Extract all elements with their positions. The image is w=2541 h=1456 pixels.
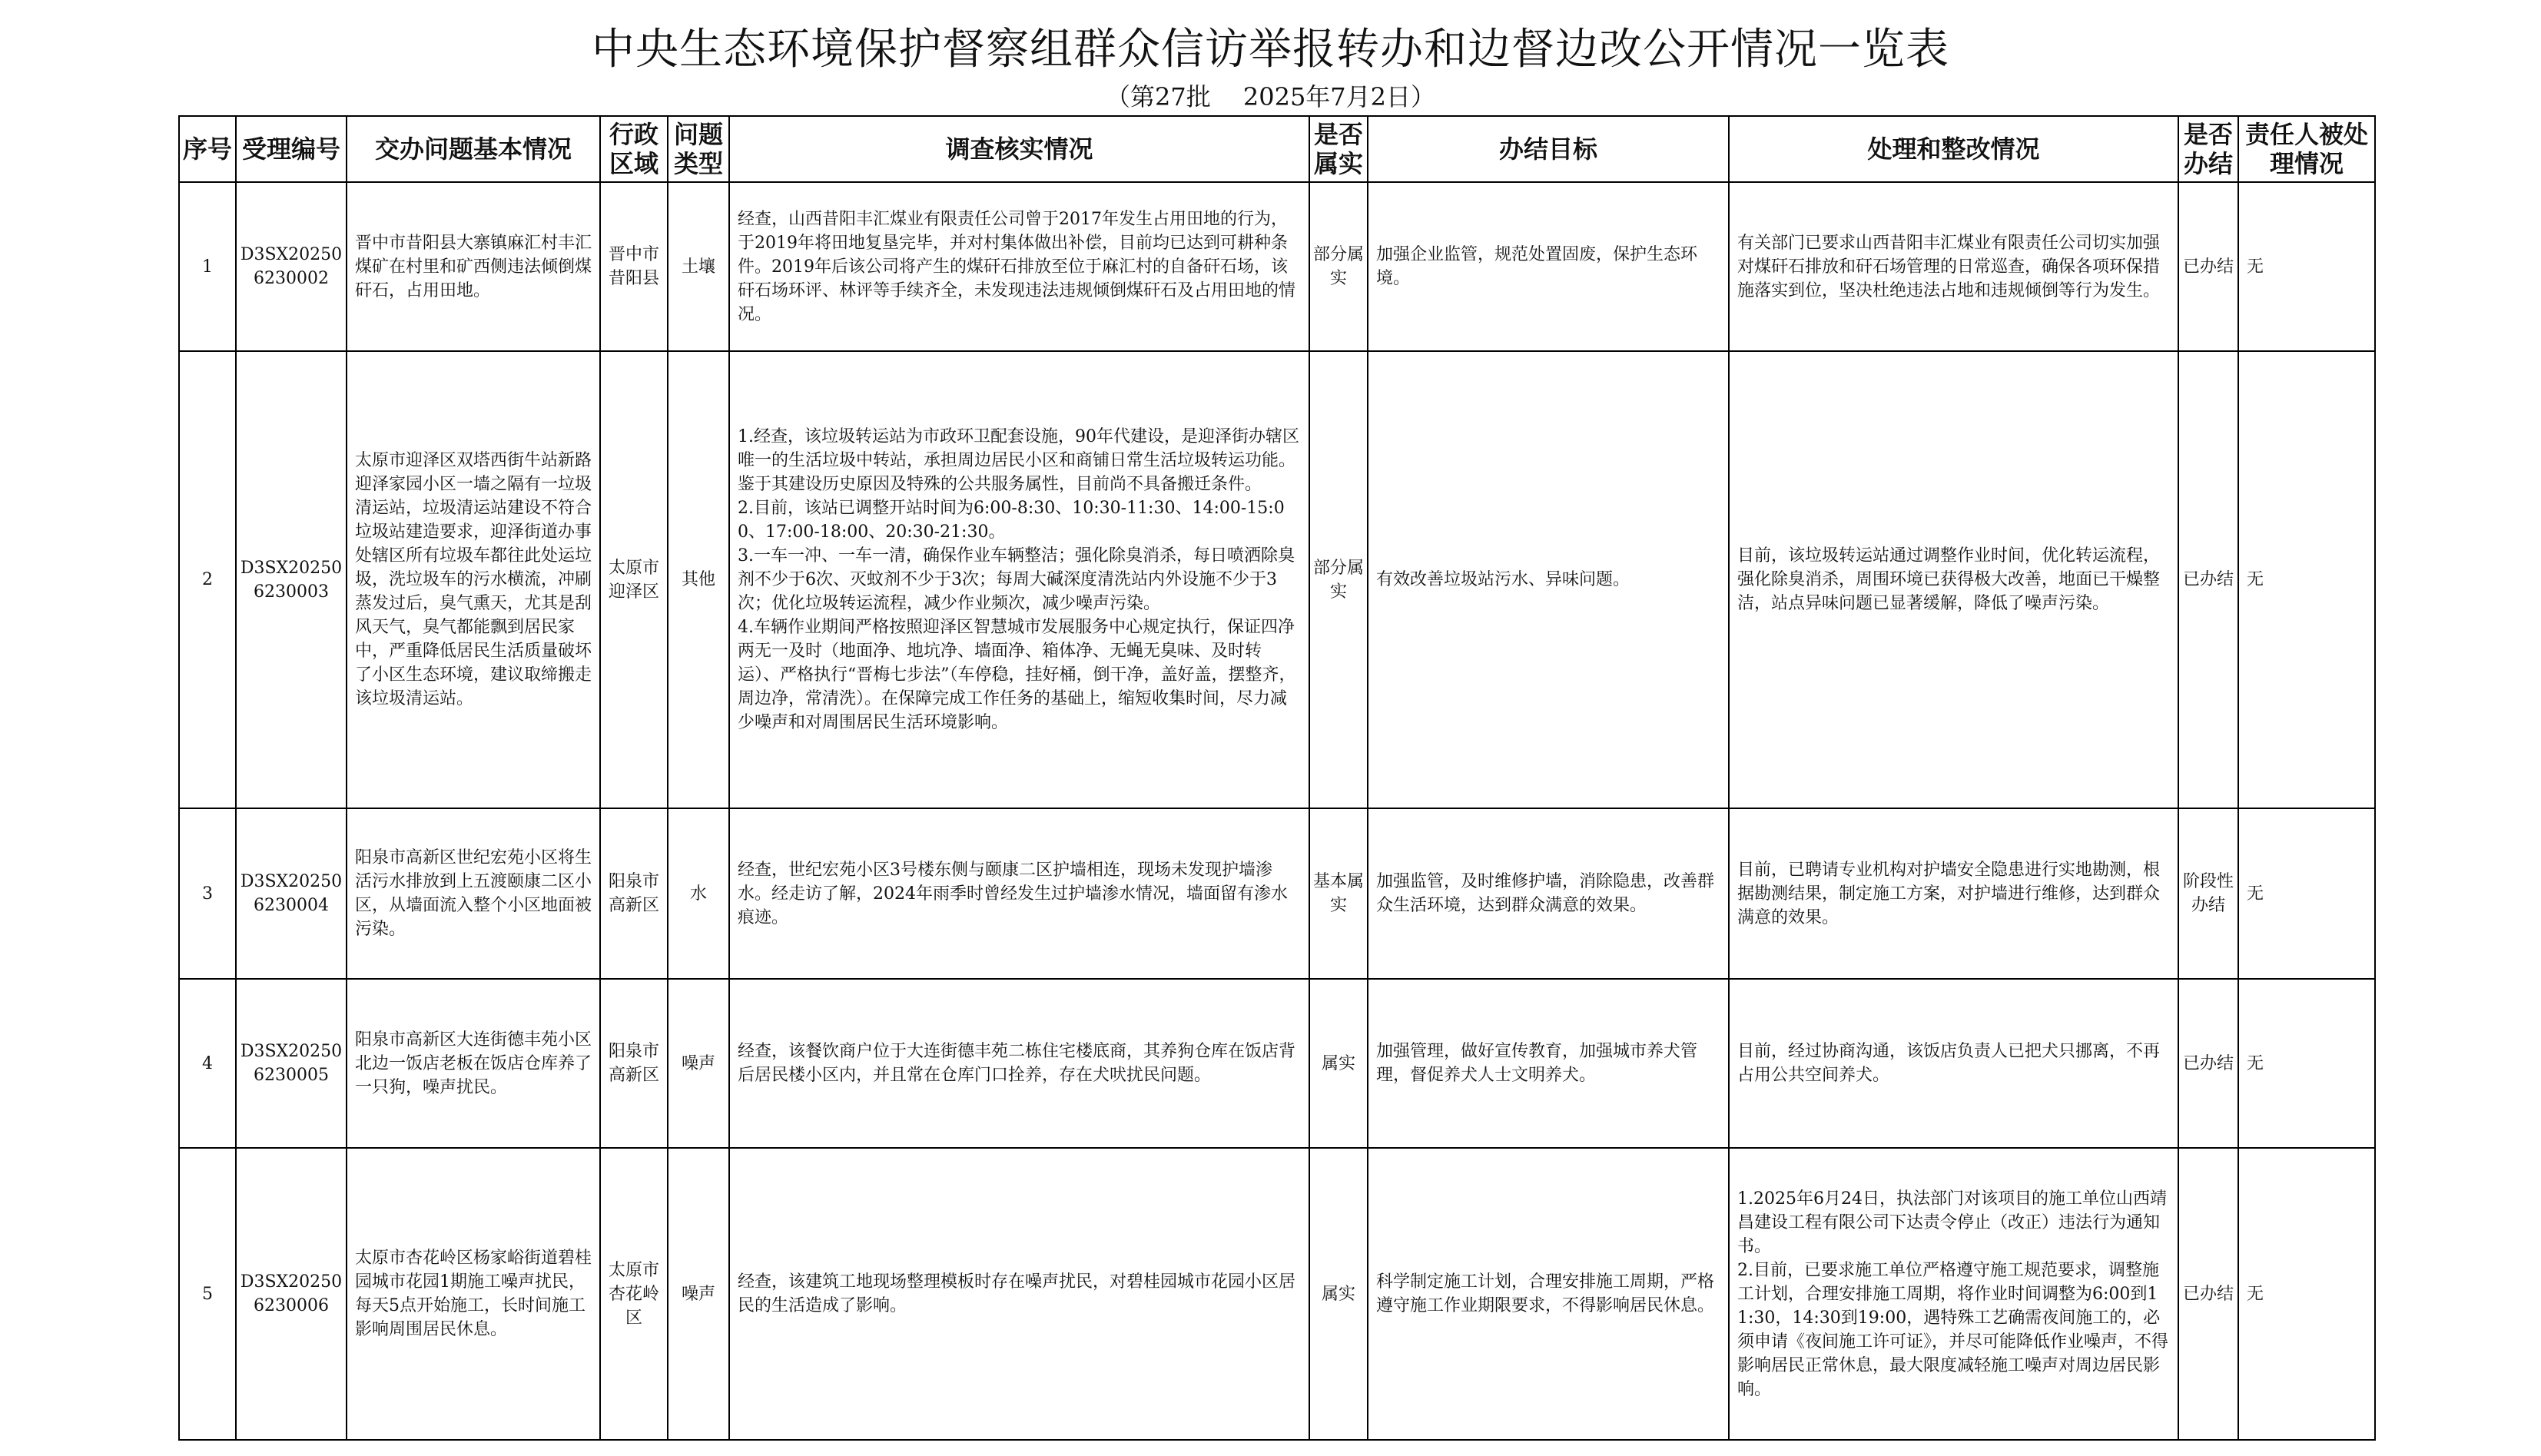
cell-region: 晋中市昔阳县: [600, 182, 668, 351]
table-row: [179, 808, 2375, 979]
cell-rectification: 1.2025年6月24日，执法部门对该项目的施工单位山西靖昌建设工程有限公司下达责令停止（改正）违法行为通知书。 2.目前，已要求施工单位严格遵守施工规范要求，调整施工计划，合理安排施工周期，将作业时间调整为6:00到11:30，14:30到19:00，遇特殊工艺确需夜间施工的，必须申请《夜间施工许可证》，并尽可能降低作业噪声，不得影响居民正常休息，最大限度减轻施工噪声对周边居民影响。: [1729, 1148, 2178, 1440]
cell-type: 水: [668, 808, 729, 979]
cell-type: 噪声: [668, 979, 729, 1148]
cell-code: D3SX202506230006: [236, 1148, 347, 1440]
table-row: [179, 979, 2375, 1148]
cell-done: 阶段性办结: [2178, 808, 2238, 979]
cell-investigation: 经查，山西昔阳丰汇煤业有限责任公司曾于2017年发生占用田地的行为，于2019年将田地复垦完毕，并对村集体做出补偿，目前均已达到可耕种条件。2019年后该公司将产生的煤矸石排放至位于麻汇村的自备矸石场，该矸石场环评、林评等手续齐全，未发现违法违规倾倒煤矸石及占用田地的情况。: [729, 182, 1309, 351]
table-row: [179, 1148, 2375, 1440]
cell-rectification: 有关部门已要求山西昔阳丰汇煤业有限责任公司切实加强对煤矸石排放和矸石场管理的日常巡查，确保各项环保措施落实到位，坚决杜绝违法占地和违规倾倒等行为发生。: [1729, 182, 2178, 351]
cell-region: 阳泉市高新区: [600, 808, 668, 979]
cell-seq: 3: [179, 808, 236, 979]
cell-problem: 太原市迎泽区双塔西街牛站新路迎泽家园小区一墙之隔有一垃圾清运站，垃圾清运站建设不符合垃圾站建造要求，迎泽街道办事处辖区所有垃圾车都往此处运垃圾，洗垃圾车的污水横流，冲刷蒸发过后，臭气熏天，尤其是刮风天气，臭气都能飘到居民家中，严重降低居民生活质量破坏了小区生态环境，建议取缔搬走该垃圾清运站。: [347, 351, 600, 808]
cell-seq: 5: [179, 1148, 236, 1440]
table-row: [179, 351, 2375, 808]
header-region: 行政区域: [600, 116, 668, 182]
cell-investigation: 经查，世纪宏苑小区3号楼东侧与颐康二区护墙相连，现场未发现护墙渗水。经走访了解，2024年雨季时曾经发生过护墙渗水情况，墙面留有渗水痕迹。: [729, 808, 1309, 979]
cell-problem: 太原市杏花岭区杨家峪街道碧桂园城市花园1期施工噪声扰民，每天5点开始施工，长时间施工影响周围居民休息。: [347, 1148, 600, 1440]
cell-problem: 阳泉市高新区世纪宏苑小区将生活污水排放到上五渡颐康二区小区，从墙面流入整个小区地面被污染。: [347, 808, 600, 979]
cell-rectification: 目前，已聘请专业机构对护墙安全隐患进行实地勘测，根据勘测结果，制定施工方案，对护墙进行维修，达到群众满意的效果。: [1729, 808, 2178, 979]
cell-true: 属实: [1309, 1148, 1368, 1440]
cell-seq: 1: [179, 182, 236, 351]
cell-code: D3SX202506230004: [236, 808, 347, 979]
cell-seq: 2: [179, 351, 236, 808]
cell-type: 其他: [668, 351, 729, 808]
header-done: 是否办结: [2178, 116, 2238, 182]
cell-responsible: 无: [2238, 808, 2375, 979]
cell-investigation: 1.经查，该垃圾转运站为市政环卫配套设施，90年代建设，是迎泽街办辖区唯一的生活垃圾中转站，承担周边居民小区和商铺日常生活垃圾转运功能。鉴于其建设历史原因及特殊的公共服务属性，目前尚不具备搬迁条件。 2.目前，该站已调整开站时间为6:00-8:30、10:30-11:30、14:00-15:00、17:00-18:00、20:30-21:30。 3.一车一冲、一车一清，确保作业车辆整洁；强化除臭消杀，每日喷洒除臭剂不少于6次、灭蚊剂不少于3次；每周大碱深度清洗站内外设施不少于3次；优化垃圾转运流程，减少作业频次，减少噪声污染。 4.车辆作业期间严格按照迎泽区智慧城市发展服务中心规定执行，保证四净两无一及时（地面净、地坑净、墙面净、箱体净、无蝇无臭味、及时转运）、严格执行“晋梅七步法”（车停稳，挂好桶，倒干净，盖好盖，摆整齐，周边净，常清洗）。在保障完成工作任务的基础上，缩短收集时间，尽力减少噪声和对周围居民生活环境影响。: [729, 351, 1309, 808]
cell-true: 部分属实: [1309, 182, 1368, 351]
cell-responsible: 无: [2238, 182, 2375, 351]
cell-type: 噪声: [668, 1148, 729, 1440]
cell-true: 部分属实: [1309, 351, 1368, 808]
header-seq: 序号: [179, 116, 236, 182]
cell-seq: 4: [179, 979, 236, 1148]
cell-region: 太原市杏花岭区: [600, 1148, 668, 1440]
batch-date-subtitle: （第27批 2025年7月2日）: [1105, 82, 1436, 111]
cell-responsible: 无: [2238, 979, 2375, 1148]
cell-done: 已办结: [2178, 351, 2238, 808]
header-responsible: 责任人被处理情况: [2238, 116, 2375, 182]
cell-responsible: 无: [2238, 351, 2375, 808]
cell-type: 土壤: [668, 182, 729, 351]
cell-investigation: 经查，该建筑工地现场整理模板时存在噪声扰民，对碧桂园城市花园小区居民的生活造成了影响。: [729, 1148, 1309, 1440]
header-investigation: 调查核实情况: [729, 116, 1309, 182]
header-type: 问题类型: [668, 116, 729, 182]
cell-investigation: 经查，该餐饮商户位于大连街德丰苑二栋住宅楼底商，其养狗仓库在饭店背后居民楼小区内，并且常在仓库门口拴养，存在犬吠扰民问题。: [729, 979, 1309, 1148]
table-header-row: [179, 116, 2375, 182]
cell-region: 太原市迎泽区: [600, 351, 668, 808]
cell-done: 已办结: [2178, 979, 2238, 1148]
header-rectification: 处理和整改情况: [1729, 116, 2178, 182]
header-problem: 交办问题基本情况: [347, 116, 600, 182]
cell-goal: 加强企业监管，规范处置固废，保护生态环境。: [1368, 182, 1729, 351]
cell-goal: 加强管理，做好宣传教育，加强城市养犬管理，督促养犬人士文明养犬。: [1368, 979, 1729, 1148]
cell-code: D3SX202506230005: [236, 979, 347, 1148]
cell-rectification: 目前，经过协商沟通，该饭店负责人已把犬只挪离，不再占用公共空间养犬。: [1729, 979, 2178, 1148]
cell-done: 已办结: [2178, 182, 2238, 351]
cell-goal: 有效改善垃圾站污水、异味问题。: [1368, 351, 1729, 808]
cell-rectification: 目前，该垃圾转运站通过调整作业时间，优化转运流程，强化除臭消杀，周围环境已获得极大改善，地面已干燥整洁，站点异味问题已显著缓解，降低了噪声污染。: [1729, 351, 2178, 808]
cell-code: D3SX202506230002: [236, 182, 347, 351]
page-title: 中央生态环境保护督察组群众信访举报转办和边督边改公开情况一览表: [592, 25, 1949, 75]
cell-goal: 加强监管，及时维修护墙，消除隐患，改善群众生活环境，达到群众满意的效果。: [1368, 808, 1729, 979]
header-true: 是否属实: [1309, 116, 1368, 182]
petition-table: [178, 115, 2376, 1441]
cell-code: D3SX202506230003: [236, 351, 347, 808]
cell-goal: 科学制定施工计划，合理安排施工周期，严格遵守施工作业期限要求，不得影响居民休息。: [1368, 1148, 1729, 1440]
header-code: 受理编号: [236, 116, 347, 182]
cell-problem: 阳泉市高新区大连街德丰苑小区北边一饭店老板在饭店仓库养了一只狗，噪声扰民。: [347, 979, 600, 1148]
cell-true: 基本属实: [1309, 808, 1368, 979]
cell-done: 已办结: [2178, 1148, 2238, 1440]
cell-region: 阳泉市高新区: [600, 979, 668, 1148]
cell-problem: 晋中市昔阳县大寨镇麻汇村丰汇煤矿在村里和矿西侧违法倾倒煤矸石，占用田地。: [347, 182, 600, 351]
header-goal: 办结目标: [1368, 116, 1729, 182]
cell-true: 属实: [1309, 979, 1368, 1148]
cell-responsible: 无: [2238, 1148, 2375, 1440]
table-row: [179, 182, 2375, 351]
